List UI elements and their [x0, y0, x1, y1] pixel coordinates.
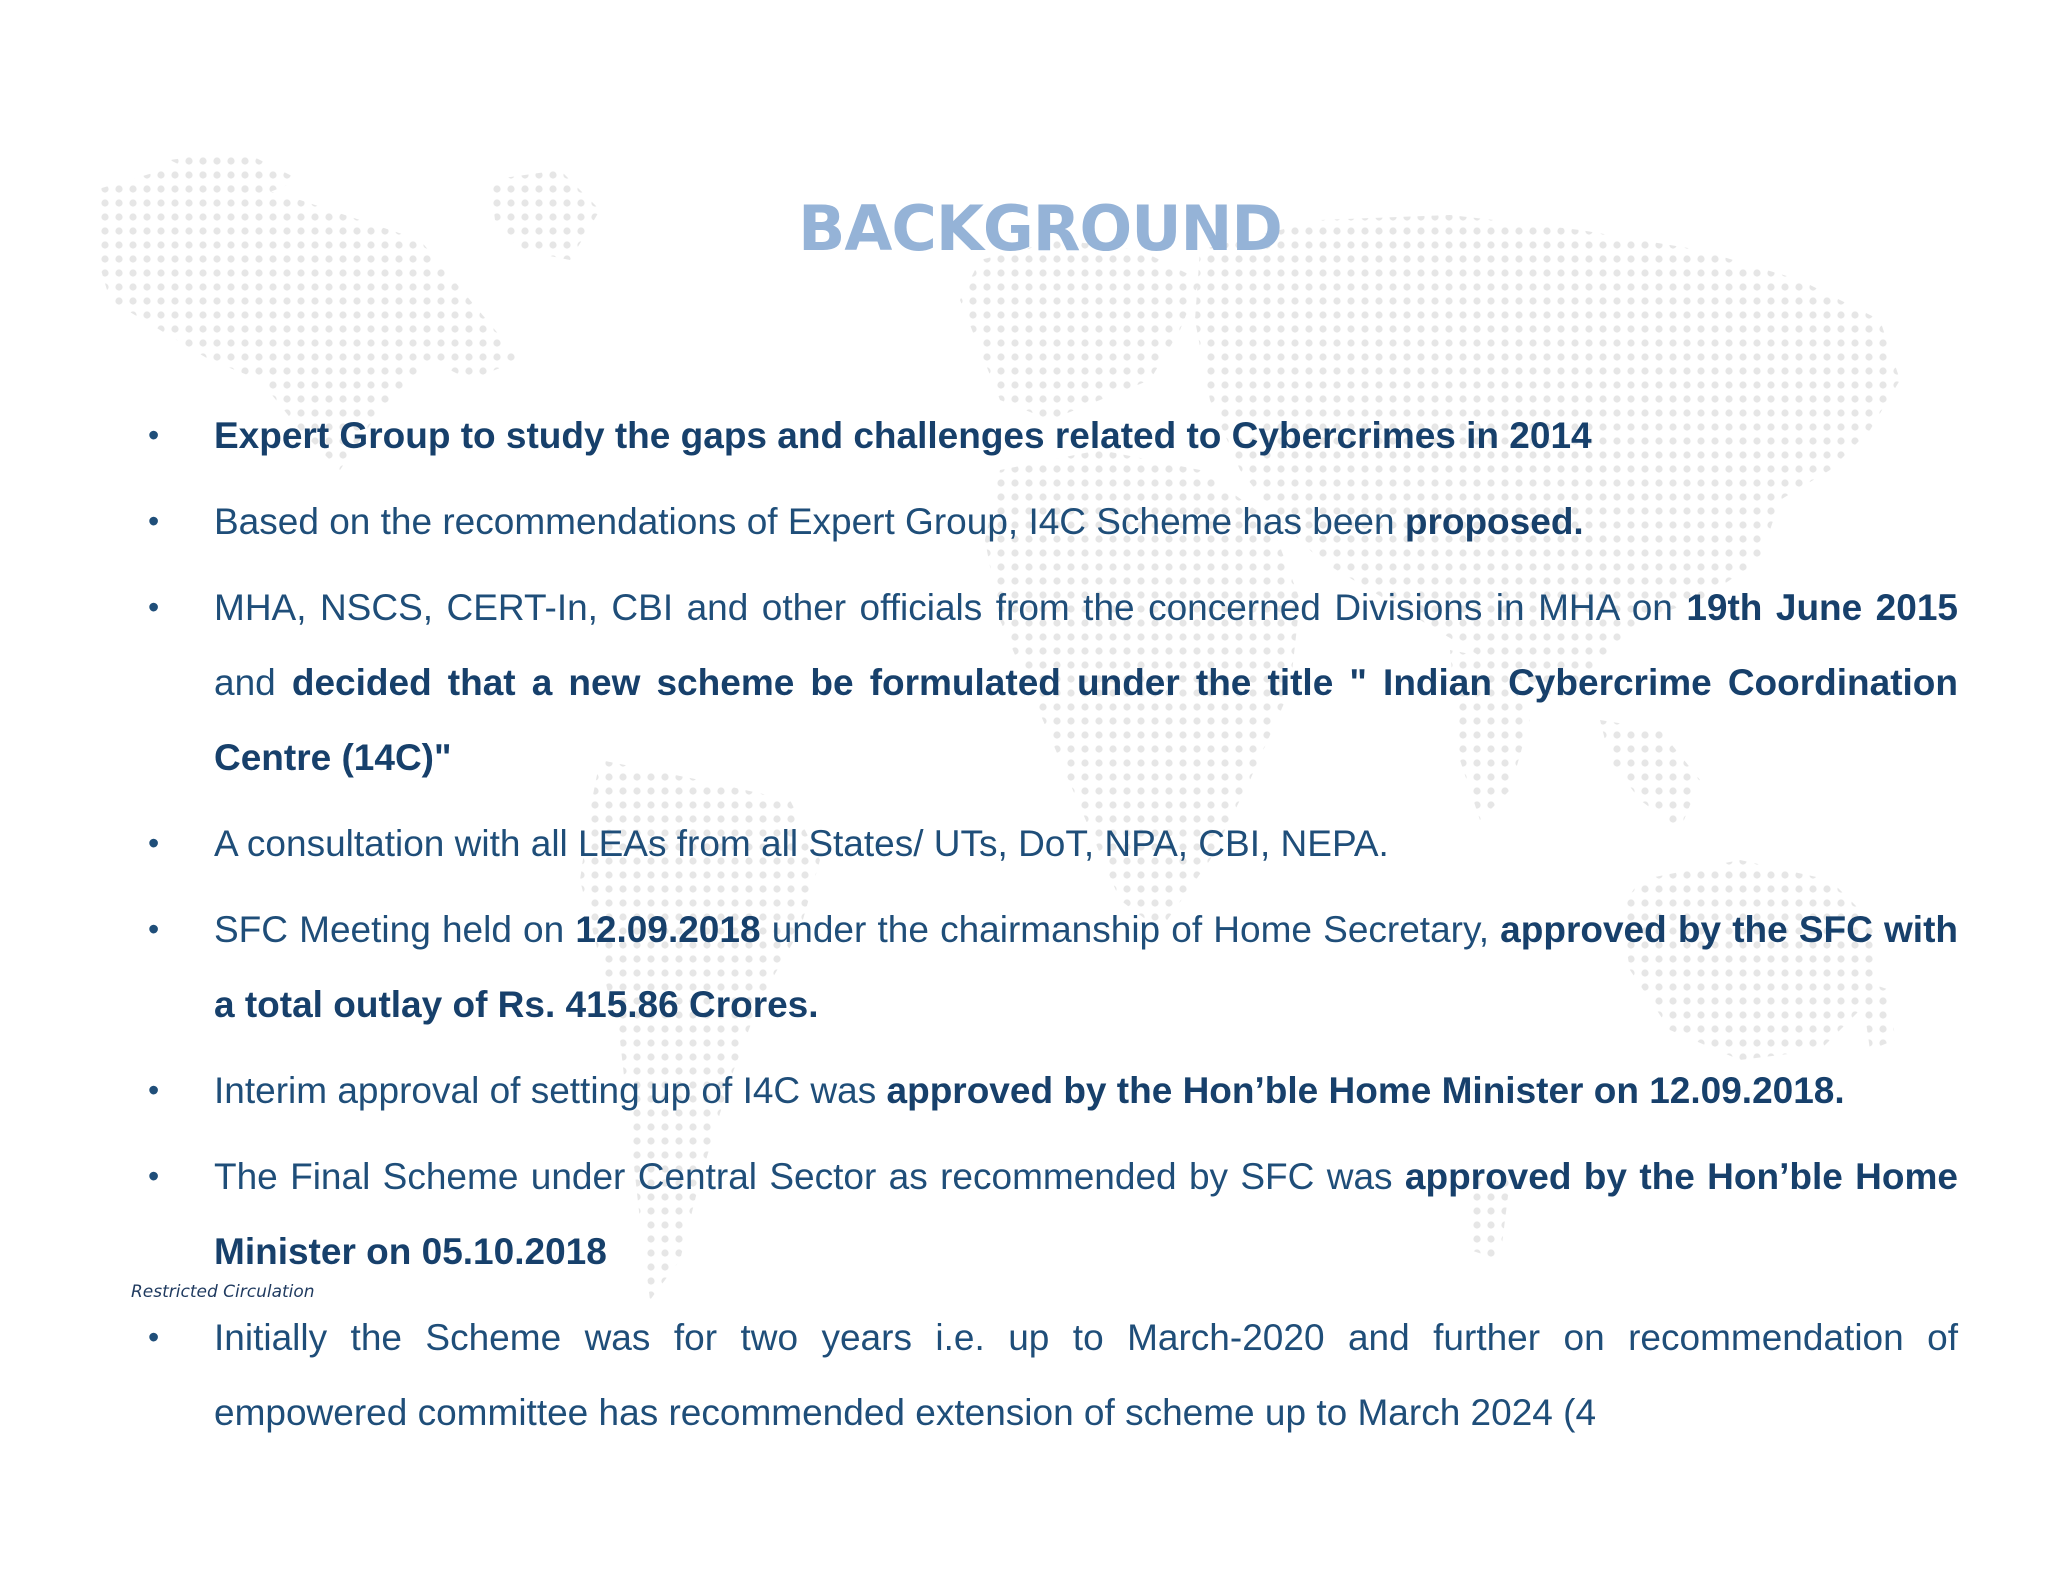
bullet-text: The Final Scheme under Central Sector as recommended by SFC was: [214, 1156, 1405, 1197]
list-item: [148, 570, 1958, 795]
bullet-text-bold: approved by the SFC with a total outlay of Rs. 415.86 Crores.: [214, 909, 1958, 1025]
list-item: [148, 1139, 1958, 1289]
list-item: [148, 1053, 1958, 1128]
bullet-icon: •: [148, 911, 160, 947]
bullet-text: SFC Meeting held on: [214, 909, 576, 950]
bullet-text: under the chairmanship of Home Secretary,: [760, 909, 1501, 950]
bullet-icon: •: [148, 1158, 160, 1194]
list-item: [148, 806, 1958, 881]
bullet-text: Initially the Scheme was for two years i.e. up to March-2020 and further on recommendation of empowered committee has recommended extension of scheme up to March 2024 (4: [214, 1317, 1958, 1433]
bullet-text: MHA, NSCS, CERT-In, CBI and other officials from the concerned Divisions in MHA on: [214, 587, 1687, 628]
bullet-text-bold: approved by the Hon’ble Home Minister on 12.09.2018.: [886, 1070, 1845, 1111]
bullet-text: Based on the recommendations of Expert Group, I4C Scheme has been: [214, 501, 1405, 542]
bullet-text: and: [214, 662, 292, 703]
bullet-icon: •: [148, 1072, 160, 1108]
list-item: [148, 398, 1958, 473]
background-bullet-list: [148, 398, 1958, 1461]
bullet-icon: •: [148, 503, 160, 539]
bullet-icon: •: [148, 589, 160, 625]
list-item: [148, 892, 1958, 1042]
bullet-text-bold: decided that a new scheme be formulated under the title " Indian Cybercrime Coordination Centre (14C)": [214, 662, 1958, 778]
bullet-text-bold: 19th June 2015: [1686, 587, 1958, 628]
list-item: [148, 1300, 1958, 1450]
bullet-text-bold: approved by the Hon’ble Home Minister on 05.10.2018: [214, 1156, 1958, 1272]
page-title: BACKGROUND: [798, 192, 1282, 265]
list-item: [148, 484, 1958, 559]
bullet-icon: •: [148, 825, 160, 861]
restricted-circulation-note: Restricted Circulation: [131, 1282, 315, 1302]
bullet-text-bold: proposed.: [1404, 501, 1584, 542]
bullet-icon: •: [148, 1319, 160, 1355]
bullet-text: A consultation with all LEAs from all States/ UTs, DoT, NPA, CBI, NEPA.: [214, 823, 1389, 864]
bullet-icon: •: [148, 417, 160, 453]
bullet-text-bold: 12.09.2018: [575, 909, 761, 950]
bullet-text: Interim approval of setting up of I4C was: [214, 1070, 887, 1111]
bullet-text-bold: Expert Group to study the gaps and challenges related to Cybercrimes in 2014: [214, 415, 1592, 456]
